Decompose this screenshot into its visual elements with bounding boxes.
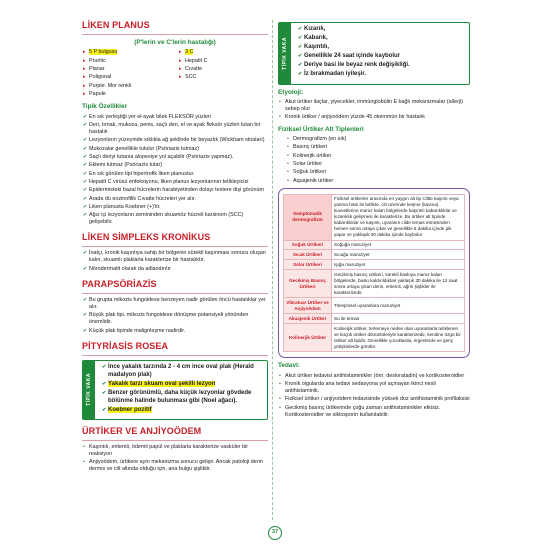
table-row bbox=[284, 324, 465, 352]
list-item: ✔ İz bırakmadan iyileşir. bbox=[297, 71, 465, 79]
urtiker-tipik-vaka-box bbox=[278, 22, 470, 85]
table-row bbox=[284, 240, 465, 250]
liken-simpleks-list bbox=[82, 250, 268, 273]
tipik-ozellikler-heading: Tipik Özellikler bbox=[82, 103, 127, 111]
table-cell-label: Gecikmiş Basınç Ürtikeri bbox=[284, 270, 332, 298]
p-item: ▸ 5 P bulgusu bbox=[82, 49, 172, 56]
list-item: • Solar ürtiker bbox=[286, 161, 470, 168]
list-item: ✔ Hepatit C virüsü enfeksiyonu, liken planus lezyonlarının tetikleyicisi bbox=[82, 179, 268, 186]
tedavi-heading: Tedavi: bbox=[278, 362, 300, 370]
list-item: ✔ Epidermisteki bazal hücrelerin harabiyetinden dolayı testere dişi görünüm bbox=[82, 187, 268, 194]
list-item: • Gecikmiş basınç ürtikerinde çoğu zaman antihistaminikler etkisiz. Kortikosteroidler ve siklosporin kullanılabilir. bbox=[278, 405, 470, 419]
list-item: ✔ Deriye basi ile beyaz renk değişikliği. bbox=[297, 62, 465, 70]
pitiriazis-tipik-vaka-box bbox=[82, 360, 268, 420]
list-item: ✔ Saçlı deriyi tutarsa alopesiye yol açabilir (Psöriazis yapmaz). bbox=[82, 154, 268, 161]
fiziksel-list bbox=[278, 136, 470, 185]
p-item: ▸ Pruritic bbox=[82, 58, 172, 65]
list-item: • Aquajenik ürtiker bbox=[286, 178, 470, 185]
tipik-vaka-tab: TİPİK VAKA bbox=[83, 361, 95, 419]
list-item: ✔ Nörodermatit olarak da adlandırılır bbox=[82, 266, 268, 273]
table-cell-label: Semptomatik dermografizm bbox=[284, 194, 332, 240]
list-item: ✔ En sık görülen tipi hipertrofik liken planustur. bbox=[82, 171, 268, 178]
list-item: ✔ Eklemi tutmaz (Psöriazis tutar) bbox=[82, 162, 268, 169]
list-item: ✔ Koebner pozitif bbox=[101, 407, 263, 415]
p-item: ▸ Planar bbox=[82, 66, 172, 73]
table-cell-label: Sıcak Ürtikeri bbox=[284, 250, 332, 260]
table-cell-desc: Işığa maruziyet bbox=[332, 260, 465, 270]
list-item: • Kolinerjik ürtiker bbox=[286, 153, 470, 160]
table-row bbox=[284, 194, 465, 240]
table-cell-desc: Sıcağa maruziyet bbox=[332, 250, 465, 260]
list-item: ✔ Kaşıntılı, bbox=[297, 44, 465, 52]
parapsoriazis-list bbox=[82, 297, 268, 335]
table-cell-desc: Soğuğa maruziyet bbox=[332, 240, 465, 250]
table-cell-desc: Kolinerjik ürtiker, terlemeye neden olan uyaranlarla tetiklenen ve küçük ürtiker dönüntüleriyle karakterizedir, kendine özgü bir ürtiker alt tipidir. Genellikle çocuklarda, ergenlerde ve genç yetişkinlerde görülür. bbox=[332, 324, 465, 352]
list-item: • Anjiyoödem, ürtikere aynı mekanizma sonucu gelişir. Ancak patoloji derin dermis ve cilt altında olduğu için, ana bulgu şişliktir. bbox=[82, 459, 268, 473]
table-cell-label: Solar Ürtikeri bbox=[284, 260, 332, 270]
column-divider bbox=[272, 20, 273, 520]
pitiriazis-title: PİTYRİASİS ROSEA bbox=[82, 341, 268, 356]
list-item: ✔ Kabarık, bbox=[297, 35, 465, 43]
table-cell-label: Akuajenik Ürtiker bbox=[284, 314, 332, 324]
table-row bbox=[284, 270, 465, 298]
c-item: ▸ SCC bbox=[178, 74, 268, 81]
table-cell-label: Vibratuar Ürtiker ve Anjiyoödem bbox=[284, 298, 332, 314]
table-row bbox=[284, 298, 465, 314]
table-cell-desc: Fiziksel ürtikerler arasında en yaygın alt tip Ciltte kaşıntı veya yanma hissi ile birlikte, cilt üzerinde keşme (kavma) kuvvetlerine maruz kalan bölgelerde kaşıntılı kabarıklıklar ve kızarıklık gelişmesi ile karakterize. Bu ürtiker alt tipinde kabarıklıklar ve kaşıntı, uyaranın cilde temas etmesinden hemen sonra ortaya çıkar ve genellikle 5 dakika içinde pik yapar ve yaklaşık 30 dakika içinde kaybolur bbox=[332, 194, 465, 240]
liken-planus-title: LİKEN PLANUS bbox=[82, 20, 268, 35]
list-item: ✔ Büyük plak tipi, mikozis fungoidese dönüşme potansiyeli yönünden önemlidir. bbox=[82, 312, 268, 326]
list-item: ✔ En sık yerleştiği yer el-ayak bilek FLEKSÖR yüzleri bbox=[82, 114, 268, 121]
parapsoriazis-title: PARAPSÖRİAZİS bbox=[82, 279, 268, 294]
list-item: ✔ İnce yakalık tarzında 2 - 4 cm ince oval plak (Herald madalyon plak) bbox=[101, 364, 263, 380]
list-item: • Kronik olgularda ana tedavi sedasyona yol açmayan ikinci nesil antihistaminik. bbox=[278, 381, 470, 395]
list-item: ✔ Kızarık, bbox=[297, 26, 465, 34]
list-item: • Basınç ürtikeri bbox=[286, 144, 470, 151]
list-item: ✔ Mukozalar genellikle tutulur (Psöriazis tutmaz) bbox=[82, 146, 268, 153]
list-item: ✔ Bu grupta mikozis fungoidese benzeyen nadir görülen öncü hastalıklar yer alır. bbox=[82, 297, 268, 311]
list-item: • Soğuk ürtikeri bbox=[286, 169, 470, 176]
table-cell-label: Kolinerjik Ürtiker bbox=[284, 324, 332, 352]
urtiker-title: ÜRTİKER VE ANJİYOÖDEM bbox=[82, 426, 268, 441]
list-item: ✔ Arada dü eozinofilik Cıvatte hücreleri yer alır. bbox=[82, 196, 268, 203]
right-column bbox=[278, 14, 470, 420]
urtiker-types-table bbox=[278, 188, 470, 358]
p-item: ▸ Purple: Mor renkli bbox=[82, 83, 172, 90]
table-row bbox=[284, 250, 465, 260]
etyoloji-list bbox=[278, 99, 470, 122]
table-cell-desc: Titreşimsel uyaranlara maruziyet bbox=[332, 298, 465, 314]
table-cell-desc: Gecikmiş basınç ürtikeri, sürekli baskıya maruz kalan bölgelerde, baskı kaldırıldıktan yaklaşık 30 dakika ile 12 saat sonra ortaya çıkan derin, eritemli, ağrılı şişlikler ile karakterizedir. bbox=[332, 270, 465, 298]
list-item: ✔ İnatçı, kronik kaşıntıya sahip bir bölgenin sürekli kaşınması sonucu oluşan kalın, skuamlı plaklarla karakterize bir hastalıktır. bbox=[82, 250, 268, 264]
c-item: ▸ Cıvatte bbox=[178, 66, 268, 73]
list-item: • Dermografizm (en sık) bbox=[286, 136, 470, 143]
p-item: ▸ Poligonal bbox=[82, 74, 172, 81]
list-item: ✔ Küçük plak tipinde malignleşme nadirdir. bbox=[82, 328, 268, 335]
urtiker-list bbox=[82, 444, 268, 474]
page-number: 37 bbox=[268, 526, 282, 540]
table-row bbox=[284, 314, 465, 324]
etyoloji-heading: Etyoloji: bbox=[278, 88, 304, 96]
p-item: ▸ Papule bbox=[82, 91, 172, 98]
list-item: ✔ Liken planusta Koebner (+)'tir. bbox=[82, 204, 268, 211]
list-item: ✔ Lezyonların yüzeyinde sıklıkla ağ şeklinde bir beyazlık (Wickham striaları) bbox=[82, 137, 268, 144]
list-item: • Kronik ürtiker / anjiyoödem yüzde 45 otoimmün bir hastalık bbox=[278, 114, 470, 121]
tipik-vaka-tab: TİPİK VAKA bbox=[279, 23, 291, 84]
list-item: • Kaşıntılı, eritemli, ödemli papül ve plaklarla karakterize vasküler bir reaksiyon bbox=[82, 444, 268, 458]
list-item: • Akut ürtiker tedavisi antihistaminikler (örn. desloratadin) ve kortikosteroidler bbox=[278, 373, 470, 380]
list-item: ✔ Benzer görünümlü, daha küçük lezyonlar gövdede bölünme halinde bulunması gibi (Noel ağacı). bbox=[101, 390, 263, 406]
list-item: ✔ Ağız içi lezyonların zemininden skuamöz hücreli karsinom (SCC) gelişebilir. bbox=[82, 212, 268, 226]
list-item: ✔ Deri, tırnak, mukoza, penis, saçlı deri, el ve ayak fleksör yüzleri tutan bir hastalık bbox=[82, 122, 268, 136]
tedavi-list bbox=[278, 373, 470, 419]
fiziksel-heading: Fiziksel Ürtiker Alt Tiplenleri bbox=[278, 125, 364, 133]
list-item: ✔ Yakalık tarzı skuam oval şekilli lezyon bbox=[101, 381, 263, 389]
p-and-c-list bbox=[82, 49, 268, 99]
p-and-c-heading: (P'lerin ve C'lerin hastalığı) bbox=[134, 38, 216, 46]
list-item: ✔ Genellikle 24 saat içinde kaybolur bbox=[297, 53, 465, 61]
table-cell-desc: Su ile temas bbox=[332, 314, 465, 324]
table-row bbox=[284, 260, 465, 270]
table-cell-label: Soğuk Ürtikeri bbox=[284, 240, 332, 250]
list-item: • Fiziksel ürtiker / anjiyoödem tedavisinde yüksek doz antihistaminik profilaksisi bbox=[278, 396, 470, 403]
tipik-ozellikler-list bbox=[82, 114, 268, 227]
liken-simpleks-title: LİKEN SİMPLEKS KRONİKUS bbox=[82, 232, 268, 247]
c-item: ▸ Hepatit C bbox=[178, 58, 268, 65]
list-item: • Akut ürtiker ilaçlar, yiyecekler, immünglobülin E bağlı mekanizmalar (allerji) sebep olur bbox=[278, 99, 470, 113]
left-column bbox=[82, 14, 268, 475]
c-item: ▸ 3 C bbox=[178, 49, 268, 56]
